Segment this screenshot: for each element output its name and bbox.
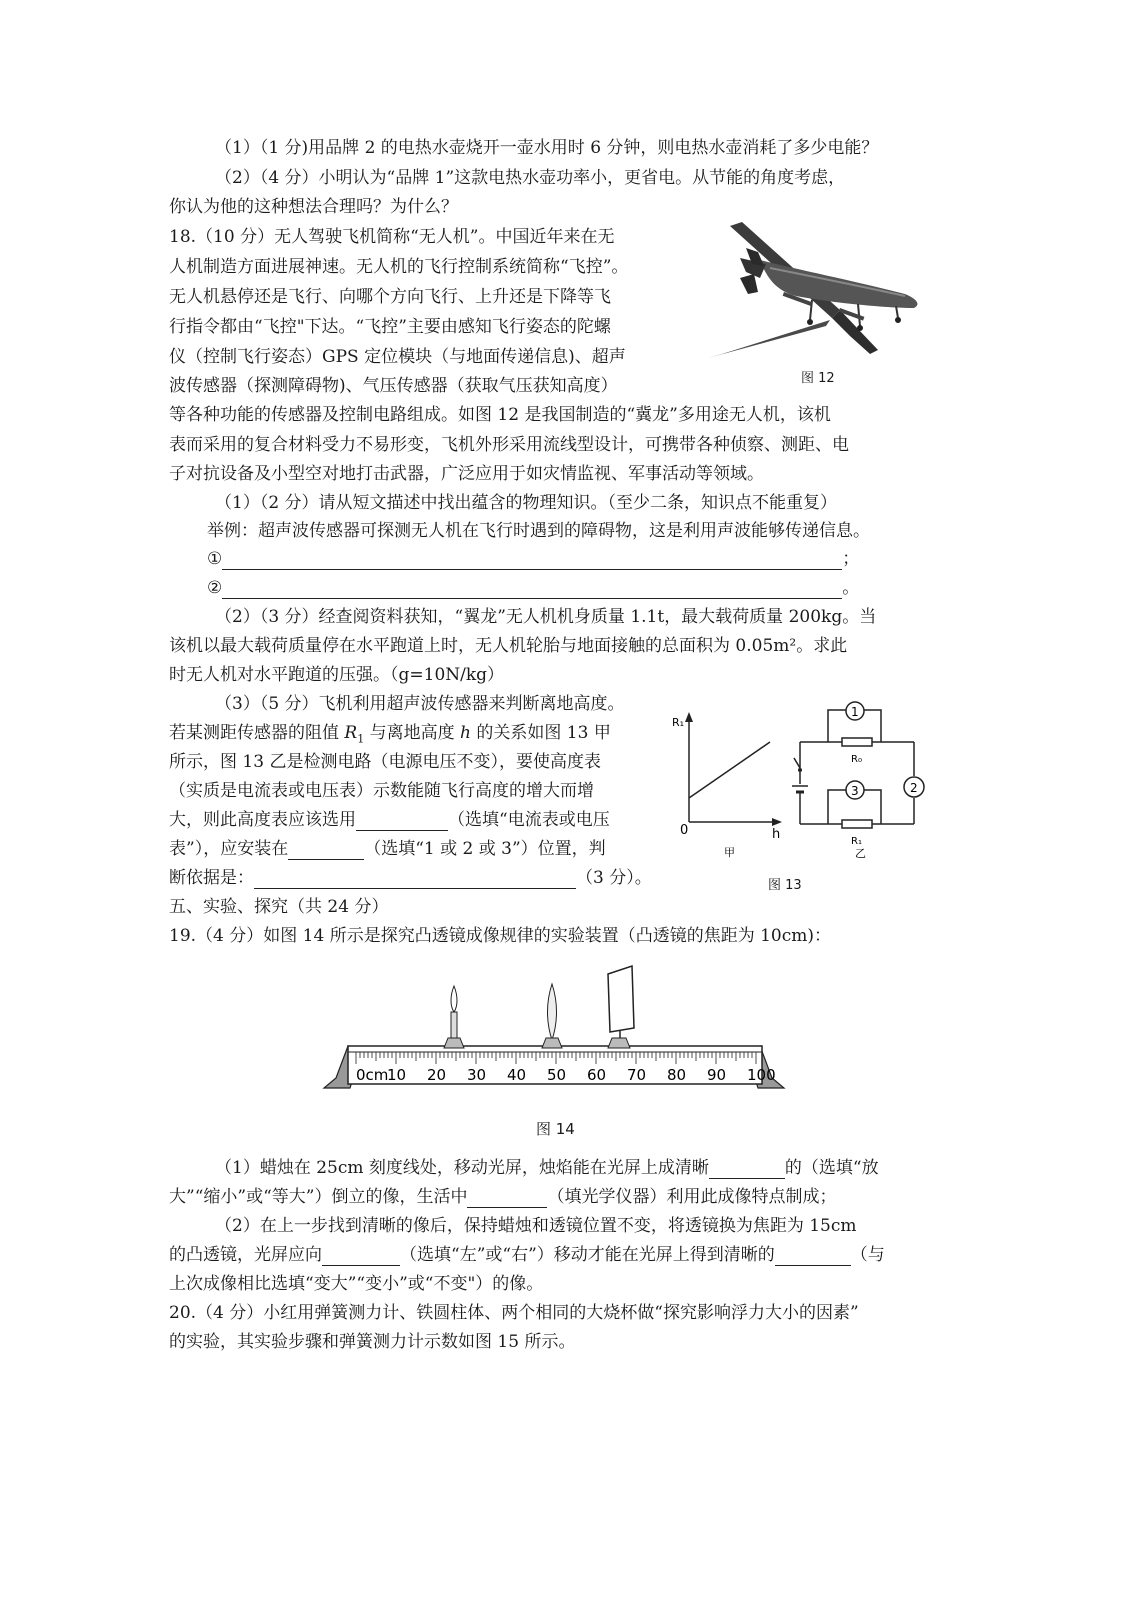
q18-para-line: 波传感器（探测障碍物)、气压传感器（获取气压获知高度） — [169, 376, 618, 396]
q18-para-line: 子对抗设备及小型空对地打击武器，广泛应用于如灾情监视、军事活动等领域。 — [169, 464, 764, 484]
q18-part3-line: 大，则此高度表应该选用 （选填“电流表或电压 — [169, 810, 610, 830]
fig14-caption: 图 14 — [536, 1120, 575, 1138]
q18-part1: （1）（2 分）请从短文描述中找出蕴含的物理知识。（至少二条，知识点不能重复） — [215, 493, 838, 513]
q18-para-line: 行指令都由“飞控"下达。“飞控”主要由感知飞行姿态的陀螺 — [169, 317, 611, 337]
q20-line1: 20.（4 分）小红用弹簧测力计、铁圆柱体、两个相同的大烧杯做“探究影响浮力大小的因素” — [169, 1303, 859, 1323]
drone-wing-lower — [708, 320, 830, 358]
q18-para-line: 表而采用的复合材料受力不易形变，飞机外形采用流线型设计，可携带各种侦察、测距、电 — [169, 435, 849, 455]
q18-part2-line: 该机以最大载荷质量停在水平跑道上时，无人机轮胎与地面接触的总面积为 0.05m²。求此 — [169, 636, 848, 656]
meter-2-label: 2 — [910, 781, 918, 795]
reason-blank[interactable] — [254, 870, 576, 889]
optical-instrument-blank[interactable] — [467, 1189, 547, 1208]
circled-number-1: ① — [207, 549, 223, 569]
q18-blank1-row — [207, 548, 859, 570]
resistor-r0 — [842, 738, 872, 746]
q19-part2-line2: 的凸透镜，光屏应向 （选填“左”或“右”）移动才能在光屏上得到清晰的 （与 — [169, 1245, 885, 1265]
q19-part2-line1: （2）在上一步找到清晰的像后，保持蜡烛和透镜位置不变，将透镜换为焦距为 15cm — [215, 1216, 857, 1236]
y-axis-label: R₁ — [672, 716, 685, 729]
q18-part3-line: （3）（5 分）飞机利用超声波传感器来判断离地高度。 — [215, 694, 625, 714]
q18-para-line: 等各种功能的传感器及控制电路组成。如图 12 是我国制造的“冀龙”多用途无人机，该机 — [169, 405, 831, 425]
r0-label: R₀ — [851, 754, 862, 765]
candle-flame — [451, 986, 457, 1012]
meter-3-label: 3 — [851, 784, 859, 798]
q18-para-line: 18.（10 分）无人驾驶飞机简称“无人机”。中国近年来在无 — [169, 227, 615, 247]
q18-part3-line: 表”），应安装在 （选填“1 或 2 或 3”）位置，判 — [169, 839, 606, 859]
origin-label: 0 — [680, 823, 689, 838]
q20-line2: 的实验，其实验步骤和弹簧测力计示数如图 15 所示。 — [169, 1332, 576, 1352]
q18-para-line: 人机制造方面进展神速。无人机的飞行控制系统简称“飞控”。 — [169, 257, 629, 277]
meter-type-blank[interactable] — [356, 812, 448, 831]
q19-part1-line1: （1）蜡烛在 25cm 刻度线处，移动光屏，烛焰能在光屏上成清晰 的（选填“放 — [215, 1158, 879, 1178]
ruler-label: 60 — [587, 1066, 607, 1084]
switch — [794, 758, 800, 768]
q19-part1-line2: 大”“缩小”或“等大”）倒立的像，生活中 （填光学仪器）利用此成像特点制成； — [169, 1187, 837, 1207]
q18-blank2-row — [207, 577, 859, 599]
q18-example: 举例：超声波传感器可探测无人机在飞行时遇到的障碍物，这是利用声波能够传递信息。 — [207, 521, 870, 541]
image-change-blank[interactable] — [775, 1247, 851, 1266]
q18-para-line: 仪（控制飞行姿态）GPS 定位模块（与地面传递信息)、超声 — [169, 347, 626, 367]
fig12-caption: 图 12 — [801, 371, 835, 386]
fig13 — [668, 700, 938, 870]
graph-a-label: 甲 — [724, 846, 735, 859]
ruler-label: 40 — [507, 1066, 527, 1084]
convex-lens — [548, 984, 557, 1040]
circuit-b-label: 乙 — [855, 847, 866, 860]
ruler-label: 10 — [387, 1066, 407, 1084]
q18-para-line: 无人机悬停还是飞行、向哪个方向飞行、上升还是下降等飞 — [169, 287, 611, 307]
ruler-label: 100 — [747, 1066, 776, 1084]
fig14-optical-bench — [320, 960, 790, 1100]
ruler-label: 90 — [707, 1066, 727, 1084]
drone-fuselage — [760, 260, 917, 308]
q18-part3-line: 断依据是： （3 分）。 — [169, 868, 652, 888]
ruler-label: 70 — [627, 1066, 647, 1084]
ruler-label: 20 — [427, 1066, 447, 1084]
direction-blank[interactable] — [322, 1247, 400, 1266]
r1-h-line — [689, 742, 770, 798]
circled-number-2: ② — [207, 578, 223, 598]
image-size-blank[interactable] — [709, 1160, 785, 1179]
q18-part3-line: （实质是电流表或电压表）示数能随飞行高度的增大而增 — [169, 781, 594, 801]
q18-part3-line: 所示，图 13 乙是检测电路（电源电压不变），要使高度表 — [169, 752, 601, 772]
q17-part1: （1）（1 分)用品牌 2 的电热水壶烧开一壶水用时 6 分钟，则电热水壶消耗了多少电能？ — [215, 138, 879, 158]
meter-1-label: 1 — [851, 705, 859, 719]
ruler-label: 0cm — [356, 1066, 389, 1084]
drone-figure — [700, 208, 930, 368]
blank2-end-punct: 。 — [842, 578, 860, 598]
q19-intro: 19.（4 分）如图 14 所示是探究凸透镜成像规律的实验装置（凸透镜的焦距为 10cm)： — [169, 926, 832, 946]
resistor-r1 — [842, 820, 872, 828]
ruler-label: 30 — [467, 1066, 487, 1084]
answer-blank-2[interactable] — [222, 580, 842, 599]
ruler-label: 80 — [667, 1066, 687, 1084]
q18-part3-line: 若某测距传感器的阻值 $R_1$ 与离地高度 h 的关系如图 13 甲 — [169, 723, 611, 746]
q17-part2-line2: 你认为他的这种想法合理吗？为什么？ — [169, 197, 458, 217]
q18-part2-line: （2）（3 分）经查阅资料获知，“翼龙”无人机机身质量 1.1t，最大载荷质量 200kg。当 — [215, 607, 877, 627]
position-blank[interactable] — [288, 841, 364, 860]
fig13-caption: 图 13 — [768, 878, 802, 893]
r1-label: R₁ — [851, 836, 862, 847]
q18-part2-line: 时无人机对水平跑道的压强。（g=10N/kg） — [169, 665, 505, 685]
x-axis-label: h — [772, 827, 781, 842]
light-screen — [608, 966, 634, 1032]
section-5-heading: 五、实验、探究（共 24 分） — [169, 897, 389, 917]
q17-part2-line1: （2）（4 分）小明认为“品牌 1”这款电热水壶功率小，更省电。从节能的角度考虑， — [215, 168, 846, 188]
candle — [451, 1012, 457, 1038]
q19-part2-line3: 上次成像相比选填“变大”“变小”或“不变"）的像。 — [169, 1274, 544, 1294]
answer-blank-1[interactable] — [222, 551, 842, 570]
ruler-label: 50 — [547, 1066, 567, 1084]
blank1-end-punct: ； — [842, 549, 860, 569]
